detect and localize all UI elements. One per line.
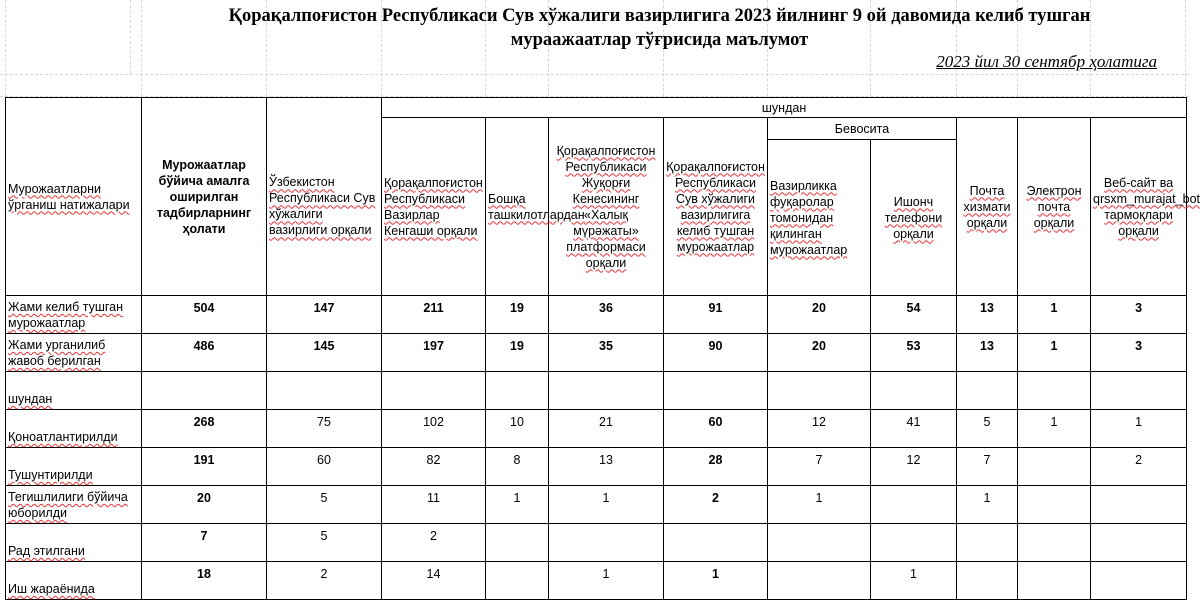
- table-cell: 8: [486, 448, 549, 486]
- table-cell: 1: [1018, 410, 1091, 448]
- table-row: [6, 334, 1187, 372]
- table-cell: [549, 524, 664, 562]
- table-cell: 2: [267, 562, 382, 600]
- sheet-gridline: [5, 0, 6, 96]
- table-cell: 102: [382, 410, 486, 448]
- header-other-orgs: Бошқа ташкилотлардан: [486, 118, 549, 296]
- table-row: [6, 448, 1187, 486]
- table-cell: 21: [549, 410, 664, 448]
- table-cell: 191: [142, 448, 267, 486]
- row-label: Жами урганилиб жавоб берилган: [6, 334, 142, 372]
- header-citizens: Вазирликка фуқаролар томонидан қилинган мурожаатлар: [768, 140, 871, 296]
- report-date: 2023 йил 30 сентябр ҳолатига: [936, 52, 1157, 71]
- row-label: Тегишлилиги бўйича юборилди: [6, 486, 142, 524]
- table-cell: [871, 524, 957, 562]
- header-results: Мурожаатларни ўрганиш натижалари: [6, 98, 142, 296]
- table-cell: 1: [1018, 334, 1091, 372]
- table-cell: 211: [382, 296, 486, 334]
- table-cell: 197: [382, 334, 486, 372]
- table-cell: 60: [664, 410, 768, 448]
- table-cell: [1091, 372, 1187, 410]
- header-ministry-kk: Қорақалпоғистон Республикаси Сув хўжалиги вазирлигига келиб тушган мурожаатлар: [664, 118, 768, 296]
- table-row: [6, 524, 1187, 562]
- table-cell: [142, 372, 267, 410]
- table-cell: [768, 372, 871, 410]
- table-cell: [1091, 486, 1187, 524]
- table-cell: 7: [142, 524, 267, 562]
- header-platform: Қорақалпоғистон Республикаси Жуқорғи Кенесининг «Халық мүрәжаты» платформаси орқали: [549, 118, 664, 296]
- table-cell: [957, 562, 1018, 600]
- table-cell: 5: [267, 524, 382, 562]
- table-cell: 41: [871, 410, 957, 448]
- table-cell: 7: [768, 448, 871, 486]
- row-label: Иш жараёнида: [6, 562, 142, 600]
- table-cell: [664, 372, 768, 410]
- table-cell: 35: [549, 334, 664, 372]
- table-cell: 20: [768, 296, 871, 334]
- header-ministry-uz: Ўзбекистон Республикаси Сув хўжалиги вазирлиги орқали: [267, 118, 382, 296]
- table-cell: [664, 524, 768, 562]
- table-cell: 2: [382, 524, 486, 562]
- table-cell: [957, 524, 1018, 562]
- table-cell: [1018, 486, 1091, 524]
- table-cell: 145: [267, 334, 382, 372]
- table-cell: 1: [871, 562, 957, 600]
- table-cell: 1: [1018, 296, 1091, 334]
- report-title: [130, 4, 1189, 52]
- table-cell: [1091, 562, 1187, 600]
- table-cell: 28: [664, 448, 768, 486]
- table-cell: 504: [142, 296, 267, 334]
- table-cell: 13: [957, 334, 1018, 372]
- table-cell: 1: [957, 486, 1018, 524]
- table-cell: 486: [142, 334, 267, 372]
- table-cell: [549, 372, 664, 410]
- table-cell: 82: [382, 448, 486, 486]
- table-row: [6, 486, 1187, 524]
- row-label: Жами келиб тушган мурожаатлар: [6, 296, 142, 334]
- table-cell: 5: [957, 410, 1018, 448]
- table-cell: [486, 524, 549, 562]
- row-label: Тушунтирилди: [6, 448, 142, 486]
- table-cell: 13: [549, 448, 664, 486]
- table-cell: 75: [267, 410, 382, 448]
- header-council: Қорақалпоғистон Республикаси Вазирлар Кенгаши орқали: [382, 118, 486, 296]
- table-cell: [871, 372, 957, 410]
- sheet-gridline: [0, 74, 1189, 75]
- table-cell: [768, 562, 871, 600]
- table-cell: [871, 486, 957, 524]
- table-cell: [486, 562, 549, 600]
- table-cell: [382, 372, 486, 410]
- table-cell: 1: [549, 486, 664, 524]
- header-shundan: шундан: [382, 98, 1187, 118]
- table-cell: [1018, 372, 1091, 410]
- table-cell: 3: [1091, 334, 1187, 372]
- header-email: Электрон почта орқали: [1018, 118, 1091, 296]
- table-cell: 3: [1091, 296, 1187, 334]
- table-cell: 268: [142, 410, 267, 448]
- table-cell: 53: [871, 334, 957, 372]
- table-cell: 54: [871, 296, 957, 334]
- row-label: шундан: [6, 372, 142, 410]
- header-blank: [267, 98, 382, 118]
- table-cell: 1: [1091, 410, 1187, 448]
- report-table: [5, 97, 1200, 600]
- header-hotline: Ишонч телефони орқали: [871, 140, 957, 296]
- title-line-2: мураажаатлар тўғрисида маълумот: [510, 30, 809, 50]
- table-cell: 1: [549, 562, 664, 600]
- table-cell: 19: [486, 334, 549, 372]
- table-cell: 36: [549, 296, 664, 334]
- table-row: [6, 296, 1187, 334]
- table-cell: 11: [382, 486, 486, 524]
- table-cell: 91: [664, 296, 768, 334]
- header-bevosita: Бевосита: [768, 118, 957, 140]
- table-cell: 7: [957, 448, 1018, 486]
- header-row-1: [6, 98, 1187, 118]
- table-cell: [1018, 524, 1091, 562]
- table-cell: [1018, 448, 1091, 486]
- table-cell: 147: [267, 296, 382, 334]
- table-cell: 10: [486, 410, 549, 448]
- table-cell: 20: [142, 486, 267, 524]
- table-cell: [267, 372, 382, 410]
- table-cell: [486, 372, 549, 410]
- table-cell: 19: [486, 296, 549, 334]
- header-post: Почта хизмати орқали: [957, 118, 1018, 296]
- table-cell: 2: [664, 486, 768, 524]
- row-label: Қоноатлантирилди: [6, 410, 142, 448]
- table-row: [6, 372, 1187, 410]
- table-cell: 2: [1091, 448, 1187, 486]
- table-cell: 5: [267, 486, 382, 524]
- table-cell: 1: [768, 486, 871, 524]
- table-cell: 60: [267, 448, 382, 486]
- table-row: [6, 562, 1187, 600]
- table-cell: 1: [664, 562, 768, 600]
- header-website: Веб-сайт ва qrsxm_murajat_bot тармоқлари орқали: [1091, 118, 1187, 296]
- table-cell: 12: [768, 410, 871, 448]
- header-status: Мурожаатлар бўйича амалга оширилган тадбирларнинг ҳолати: [142, 98, 267, 296]
- table-cell: 12: [871, 448, 957, 486]
- table-cell: 90: [664, 334, 768, 372]
- table-cell: 18: [142, 562, 267, 600]
- table-cell: 13: [957, 296, 1018, 334]
- table-cell: [768, 524, 871, 562]
- row-label: Рад этилгани: [6, 524, 142, 562]
- table-cell: [1018, 562, 1091, 600]
- title-line-1: Қорақалпоғистон Республикаси Сув хўжалиги вазирлигига 2023 йилнинг 9 ой давомида келиб тушган: [228, 6, 1091, 26]
- table-cell: [1091, 524, 1187, 562]
- table-cell: 20: [768, 334, 871, 372]
- table-row: [6, 410, 1187, 448]
- table-cell: [957, 372, 1018, 410]
- table-cell: 14: [382, 562, 486, 600]
- table-cell: 1: [486, 486, 549, 524]
